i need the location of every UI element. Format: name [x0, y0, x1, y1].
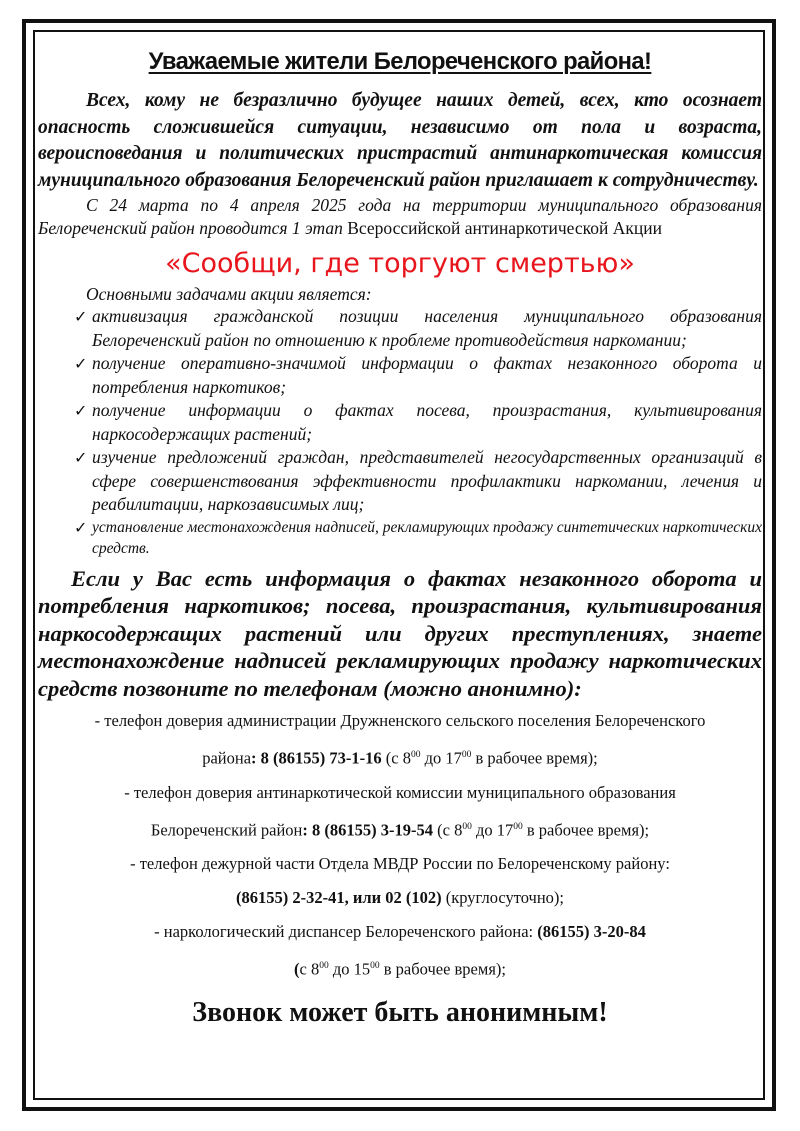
contact-4-line-1 [38, 915, 762, 949]
dates-paragraph [38, 194, 762, 240]
task-text: активизация гражданской позиции населения муниципального образования Белореченский район по отношению к проблеме противодействия наркомании; [92, 306, 762, 350]
dates-upright: Всероссийской антинаркотической Акции [347, 218, 662, 238]
contact-2-sup: 00 [462, 821, 472, 832]
task-text: получение информации о фактах посева, произрастания, культивирования наркосодержащих растений; [92, 400, 762, 444]
contact-1-sup: 00 [410, 750, 421, 760]
leaflet-content [38, 48, 762, 1029]
contact-3-hours: (круглосуточно); [441, 888, 564, 907]
contact-2-time: (с 8 [433, 820, 463, 839]
task-item [38, 305, 762, 352]
task-text: изучение предложений граждан, представителей негосударственных организаций в сфере совершенствования эффективности профилактики наркомании, лечения и реабилитации, наркозависимых лиц; [92, 447, 762, 514]
contact-2-label: Белореченский район [150, 820, 303, 839]
task-item [38, 517, 762, 559]
contact-4-line-2 [38, 949, 762, 987]
contact-1-time: (с 8 [381, 748, 411, 768]
contact-4-time: до 15 [328, 959, 371, 979]
headline: Уважаемые жители Белореченского района! [148, 48, 652, 75]
checkmark-icon: ✓ [74, 517, 88, 537]
task-item [38, 446, 762, 517]
contact-4-phone: (86155) 3-20-84 [537, 922, 646, 941]
dates-italic: С 24 марта по 4 апреля 2025 года на территории муниципального образования Белореченский район проводится 1 этап [38, 195, 762, 238]
tasks-title: Основными задачами акции является: [86, 284, 372, 304]
tasks-list [38, 305, 762, 559]
contact-3-phone: (86155) 2-32-41, или 02 (102) [236, 888, 442, 907]
contact-2-time: до 17 [471, 820, 514, 839]
contact-1-label: района [202, 748, 252, 768]
contact-1-sup: 00 [461, 750, 472, 760]
contact-3-line-1: - телефон дежурной части Отдела МВДР России по Белореченскому району: [130, 854, 670, 873]
task-text: установление местонахождения надписей, рекламирующих продажу синтетических наркотических средств. [92, 518, 762, 557]
contact-4-paren: ( [294, 959, 300, 979]
contact-1-line-1: - телефон доверия администрации Дружненского сельского поселения Белореченского [94, 711, 706, 730]
task-item [38, 352, 762, 399]
contact-1-time: в рабочее время); [471, 748, 598, 768]
contact-4-time: с 8 [299, 959, 320, 979]
contact-2-phone: : 8 (86155) 3-19-54 [302, 820, 433, 839]
final-note: Звонок может быть анонимным! [192, 996, 608, 1028]
contact-4-time: в рабочее время); [379, 959, 506, 979]
contact-1-phone: : 8 (86155) 73-1-16 [251, 748, 382, 768]
checkmark-icon: ✓ [74, 401, 88, 420]
callout-paragraph: Если у Вас есть информация о фактах незаконного оборота и потребления наркотиков; посева, произрастания, культивирования наркосодержащих растений или других преступлениях, знаете местонахождение надписей рекламирующих продажу наркотических средств позвоните по телефонам (можно анонимно): [38, 565, 762, 701]
contact-4-sup: 00 [319, 961, 329, 971]
contact-4-label: - наркологический диспансер Белореченского района: [154, 922, 538, 941]
contact-1-line-2 [38, 738, 762, 776]
task-item [38, 399, 762, 446]
task-text: получение оперативно-значимой информации о фактах незаконного оборота и потребления наркотиков; [92, 353, 762, 397]
contact-1-time: до 17 [420, 748, 462, 768]
contact-3-line-2 [38, 881, 762, 915]
checkmark-icon: ✓ [74, 448, 88, 467]
contact-2-line-1: - телефон доверия антинаркотической комиссии муниципального образования [124, 782, 676, 802]
contact-4-sup: 00 [370, 961, 380, 971]
contact-2-line-2 [38, 810, 762, 848]
checkmark-icon: ✓ [74, 307, 88, 326]
contact-2-time: в рабочее время); [522, 820, 650, 839]
intro-paragraph: Всех, кому не безразлично будущее наших детей, всех, кто осознает опасность сложившейся ситуации, независимо от пола и возраста, вероисповедания и политических пристрастий антинаркотическая комиссия муниципального образования Белореченский район приглашает к сотрудничеству. [38, 90, 762, 191]
contact-2-sup: 00 [513, 821, 523, 832]
checkmark-icon: ✓ [74, 354, 88, 373]
action-name: «Сообщи, где торгуют смертью» [165, 248, 635, 279]
contacts-block [38, 704, 762, 987]
